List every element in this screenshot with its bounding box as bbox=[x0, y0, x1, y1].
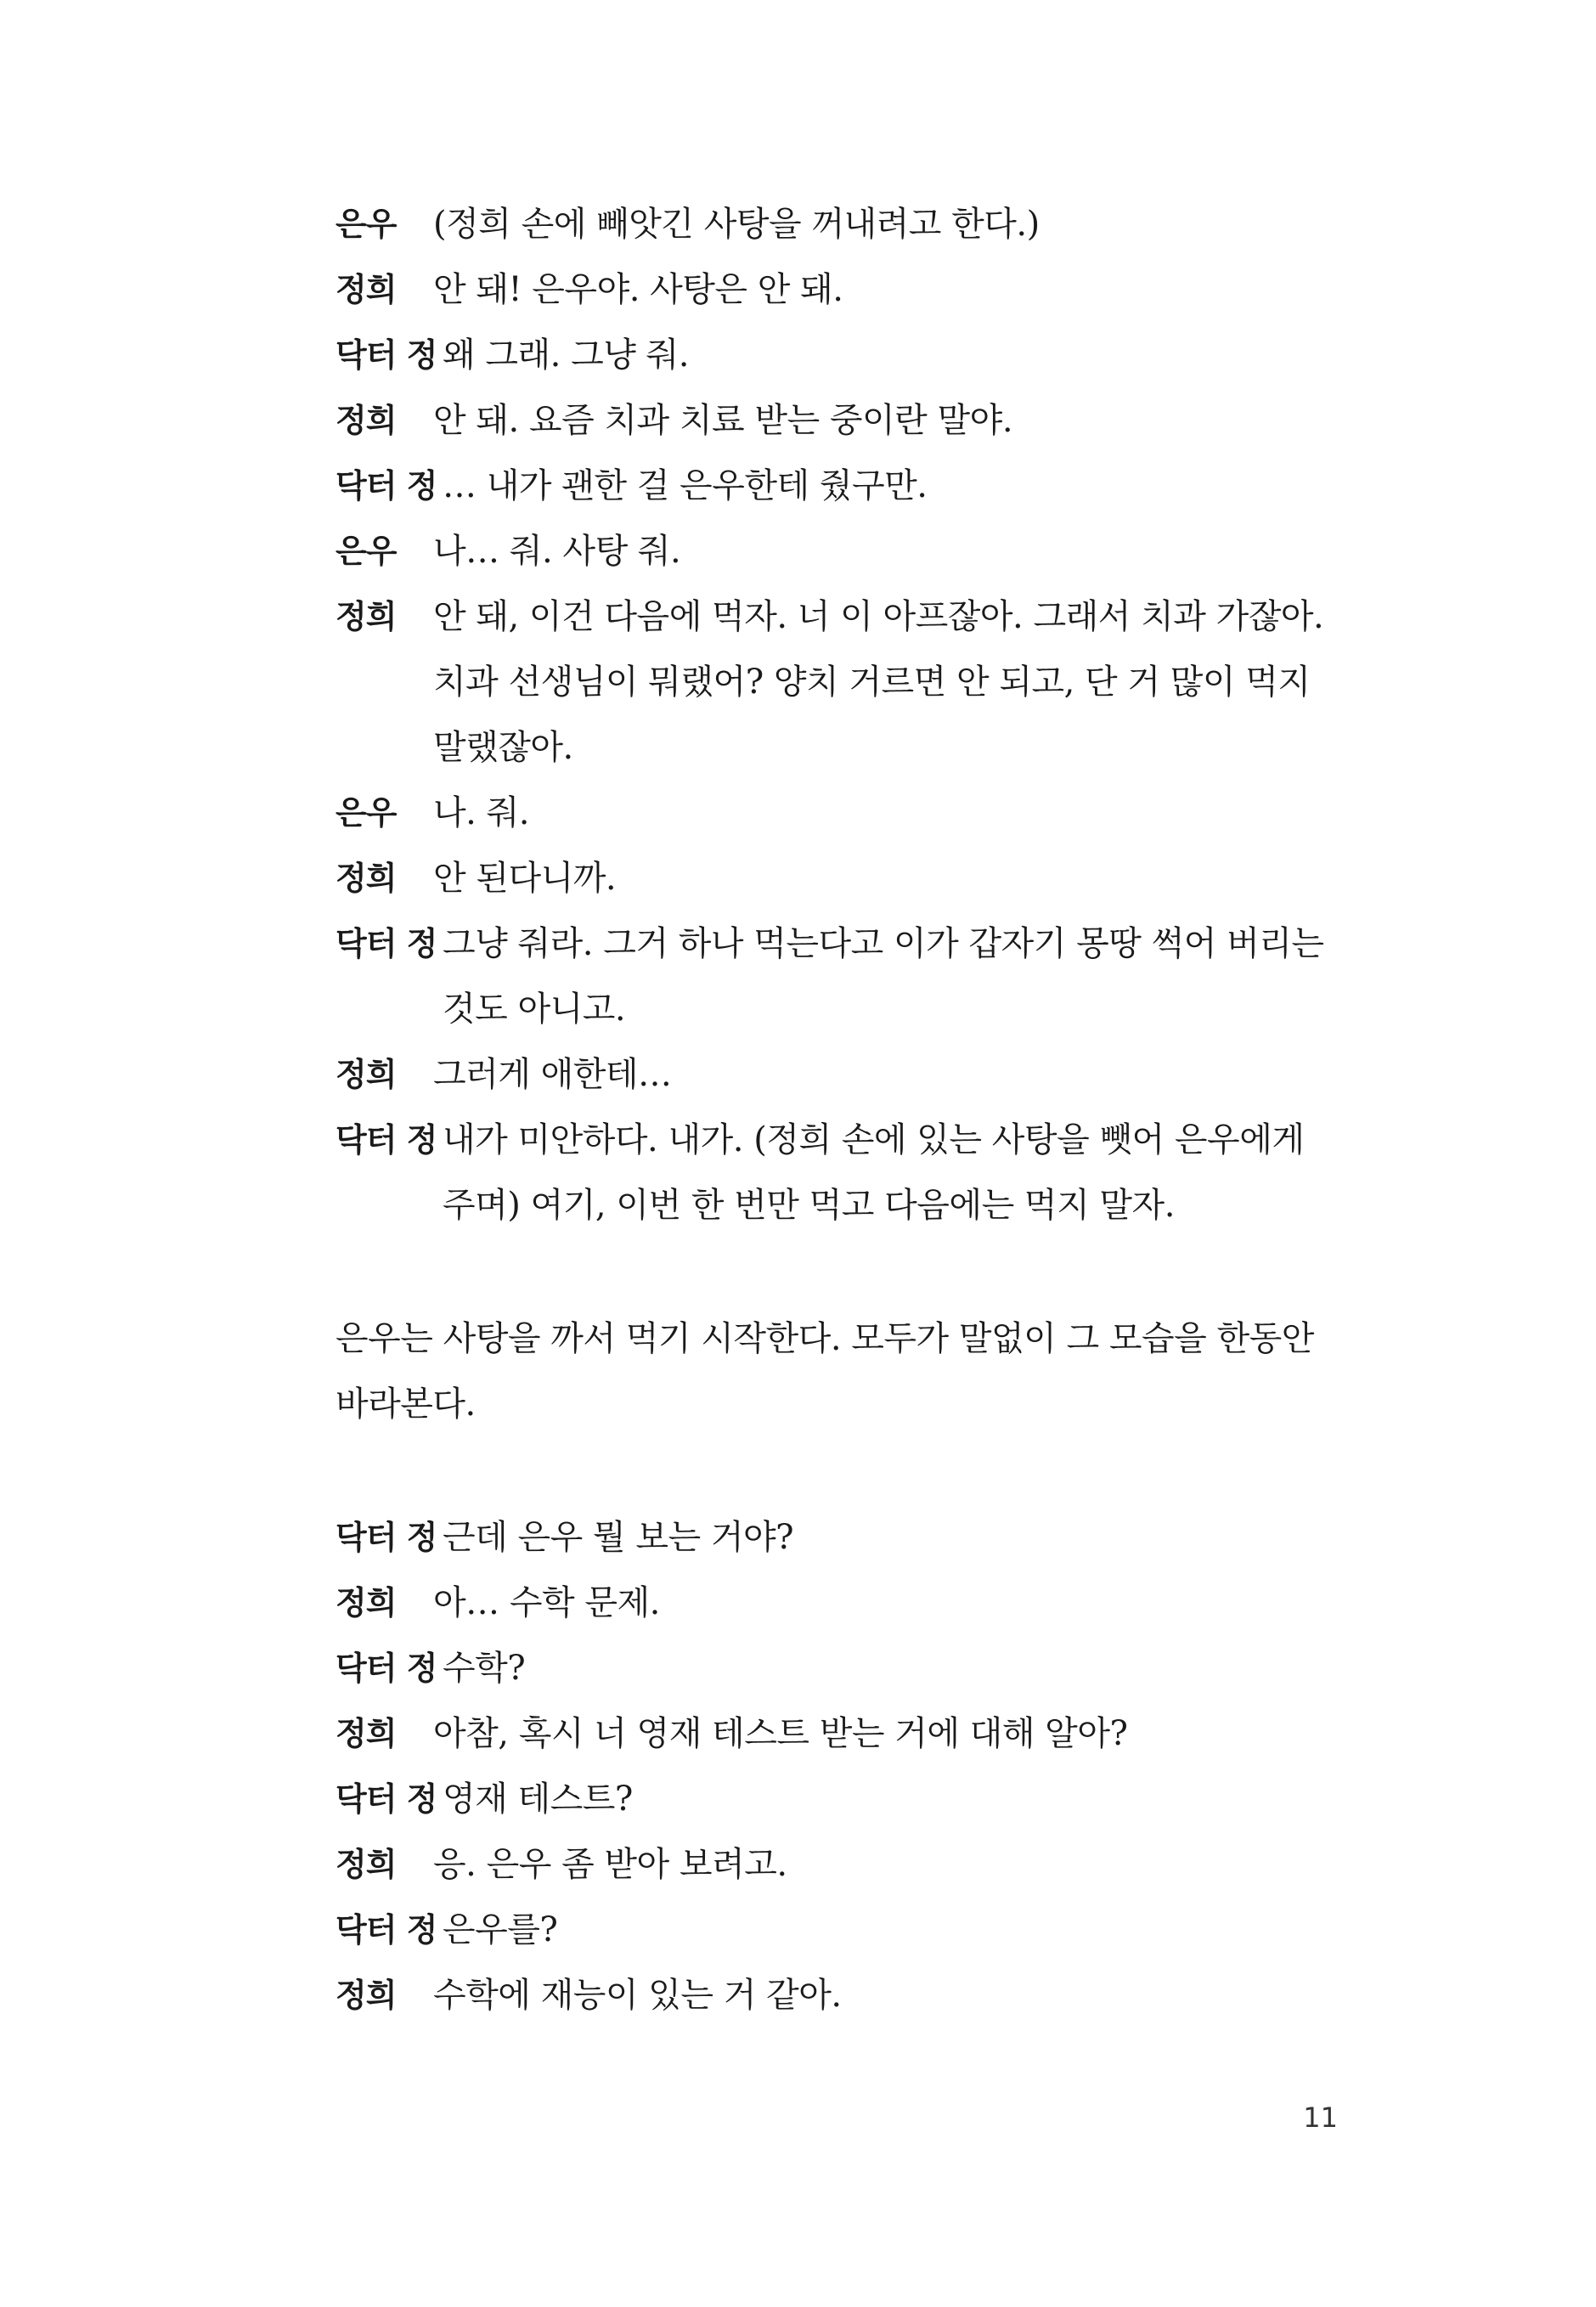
dialogue-text: 응. 은우 좀 받아 보려고. bbox=[433, 1845, 787, 1884]
dialogue-text: 안 돼, 이건 다음에 먹자. 너 이 아프잖아. 그래서 치과 가잖아. 치과 선생님이 뭐랬어? 양치 거르면 안 되고, 단 거 많이 먹지 말랬잖아. bbox=[433, 597, 1324, 767]
dialogue-text: 근데 은우 뭘 보는 거야? bbox=[443, 1518, 794, 1557]
dialogue-line bbox=[336, 1701, 1348, 1767]
speaker-name: 닥터 정 bbox=[336, 467, 437, 505]
speaker-name: 정희 bbox=[336, 271, 397, 308]
dialogue-text: 은우를? bbox=[443, 1910, 558, 1949]
dialogue-text: 수학에 재능이 있는 거 같아. bbox=[433, 1976, 842, 2015]
dialogue-text: 안 된다니까. bbox=[433, 859, 617, 898]
speaker-name: 정희 bbox=[336, 598, 397, 635]
dialogue-line bbox=[336, 584, 1348, 781]
speaker-name: 닥터 정 bbox=[336, 925, 437, 962]
speaker-name: 닥터 정 bbox=[336, 1519, 437, 1556]
dialogue-line bbox=[336, 519, 1348, 584]
speaker-name: 정희 bbox=[336, 402, 397, 439]
dialogue-line bbox=[336, 1042, 1348, 1108]
dialogue-text: 왜 그래. 그냥 줘. bbox=[443, 336, 689, 375]
dialogue-text: 수학? bbox=[443, 1649, 526, 1688]
speaker-name: 정희 bbox=[336, 1715, 397, 1752]
speaker-name: 정희 bbox=[336, 860, 397, 897]
script-content bbox=[336, 192, 1348, 2028]
dialogue-line bbox=[336, 323, 1348, 388]
dialogue-line bbox=[336, 1571, 1348, 1636]
dialogue-line bbox=[336, 1636, 1348, 1701]
speaker-name: 닥터 정 bbox=[336, 1780, 437, 1818]
speaker-name: 정희 bbox=[336, 1584, 397, 1622]
dialogue-line bbox=[336, 1832, 1348, 1898]
dialogue-block-2 bbox=[336, 1505, 1348, 2028]
dialogue-text: 아… 수학 문제. bbox=[433, 1583, 660, 1622]
speaker-name: 닥터 정 bbox=[336, 1911, 437, 1949]
dialogue-text: 나… 줘. 사탕 줘. bbox=[433, 532, 681, 571]
dialogue-text: 안 돼! 은우야. 사탕은 안 돼. bbox=[433, 270, 843, 309]
dialogue-text: 아참, 혹시 너 영재 테스트 받는 거에 대해 알아? bbox=[433, 1714, 1128, 1753]
dialogue-text: 그러게 애한테… bbox=[433, 1055, 672, 1094]
dialogue-text: 안 돼. 요즘 치과 치료 받는 중이란 말야. bbox=[433, 401, 1013, 440]
dialogue-text: 영재 테스트? bbox=[443, 1780, 633, 1819]
dialogue-line bbox=[336, 911, 1348, 1042]
speaker-name: 은우 bbox=[336, 206, 397, 243]
speaker-name: 닥터 정 bbox=[336, 1121, 437, 1159]
speaker-name: 정희 bbox=[336, 1977, 397, 2014]
dialogue-line bbox=[336, 257, 1348, 323]
dialogue-text: … 내가 괜한 걸 은우한테 줬구만. bbox=[443, 466, 928, 505]
speaker-name: 닥터 정 bbox=[336, 336, 437, 374]
dialogue-line bbox=[336, 192, 1348, 257]
dialogue-text: 내가 미안하다. 내가. (정희 손에 있는 사탕을 뺏어 은우에게 주며) 여기, 이번 한 번만 먹고 다음에는 먹지 말자. bbox=[443, 1120, 1305, 1225]
dialogue-text: (정희 손에 빼앗긴 사탕을 꺼내려고 한다.) bbox=[433, 205, 1040, 244]
dialogue-line bbox=[336, 454, 1348, 519]
dialogue-line bbox=[336, 846, 1348, 911]
dialogue-line bbox=[336, 781, 1348, 846]
dialogue-text: 그냥 줘라. 그거 하나 먹는다고 이가 갑자기 몽땅 썩어 버리는 것도 아니고. bbox=[443, 924, 1324, 1029]
dialogue-line bbox=[336, 1898, 1348, 1963]
dialogue-line bbox=[336, 1505, 1348, 1571]
speaker-name: 은우 bbox=[336, 794, 397, 832]
speaker-name: 닥터 정 bbox=[336, 1650, 437, 1687]
dialogue-line bbox=[336, 1963, 1348, 2028]
dialogue-line bbox=[336, 1767, 1348, 1832]
speaker-name: 정희 bbox=[336, 1846, 397, 1883]
dialogue-text: 나. 줘. bbox=[433, 793, 529, 832]
speaker-name: 정희 bbox=[336, 1056, 397, 1093]
dialogue-line bbox=[336, 1108, 1348, 1238]
dialogue-line bbox=[336, 388, 1348, 454]
page-number: 11 bbox=[1303, 2101, 1338, 2134]
stage-direction: 은우는 사탕을 까서 먹기 시작한다. 모두가 말없이 그 모습을 한동안 바라본다. bbox=[336, 1319, 1314, 1424]
dialogue-block-1 bbox=[336, 192, 1348, 1238]
speaker-name: 은우 bbox=[336, 533, 397, 570]
